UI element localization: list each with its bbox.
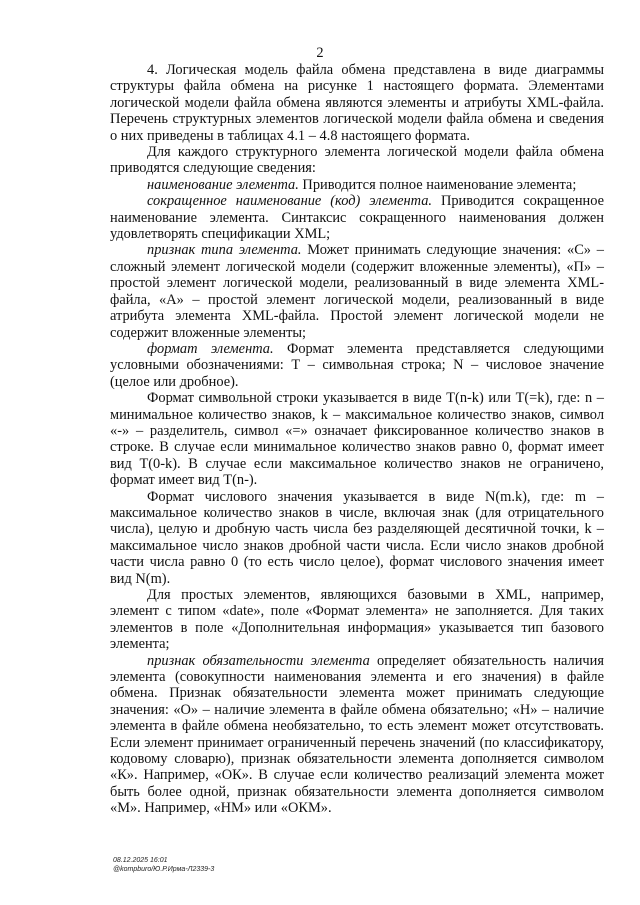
paragraph-term: признак обязательности элемента <box>147 652 370 669</box>
paragraph-7 <box>110 489 604 587</box>
paragraph-4 <box>110 242 604 340</box>
paragraph-5 <box>110 341 604 390</box>
paragraph-text: Для каждого структурного элемента логической модели файла обмена приводятся следующие сведения: <box>110 144 604 177</box>
document-body <box>110 62 604 817</box>
paragraph-text: Формат числового значения указывается в виде N(m.k), где: m – максимальное количество знаков в числе, включая знак (для отрицательного числа), целую и дробную часть числа без разделяющей десятичной точки, k – максимальное число знаков дробной части числа. Если число знаков дробной части числа равно 0 (то есть число целое), формат числового значения имеет вид N(m). <box>110 488 604 587</box>
paragraph-text: Приводится сокращенное наименование элемента. Синтаксис сокращенного наименования должен удовлетворять спецификации XML; <box>110 193 604 243</box>
paragraph-text: Формат элемента представляется следующими условными обозначениями: Т – символьная строка; N – числовое значение (целое или дробное). <box>110 340 604 390</box>
paragraph-term: признак типа элемента. <box>147 242 302 259</box>
paragraph-text: Приводится полное наименование элемента; <box>298 176 577 193</box>
paragraph-3 <box>110 193 604 242</box>
paragraph-text: определяет обязательность наличия элемента (совокупности наименования элемента и его значения) в файле обмена. Признак обязательности элемента может принимать следующие значения: «О» – наличие элемента в файле обмена обязательно; «Н» – наличие элемента в файле обмена необязательно, то есть элемент может отсутствовать. Если элемент принимает ограниченный перечень значений (по классификатору, кодовому словарю), признак обязательности элемента дополняется символом «К». Например, «ОК». В случае если количество реализаций элемента может быть более одной, признак обязательности элемента дополняется символом «М». Например, «НМ» или «ОКМ». <box>110 652 604 817</box>
paragraph-term: сокращенное наименование (код) элемента. <box>147 193 432 210</box>
paragraph-8 <box>110 587 604 653</box>
footer-stamp <box>113 856 214 874</box>
paragraph-term: формат элемента. <box>147 340 274 357</box>
paragraph-0 <box>110 62 604 144</box>
paragraph-text: 4. Логическая модель файла обмена представлена в виде диаграммы структуры файла обмена на рисунке 1 настоящего формата. Элементами логической модели файла обмена являются элементы и атрибуты XML-файла. Перечень структурных элементов логической модели файла обмена и сведения о них приведены в таблицах 4.1 – 4.8 настоящего формата. <box>110 62 604 144</box>
footer-signature: @kompburo/Ю.Р.Ирма-Л2339-3 <box>113 866 215 873</box>
paragraph-text: Формат символьной строки указывается в виде Т(n-k) или Т(=k), где: n – минимальное количество знаков, k – максимальное количество знаков, символ «-» – разделитель, символ «=» означает фиксированное количество знаков в строке. В случае если минимальное количество знаков равно 0, формат имеет вид Т(0-k). В случае если максимальное количество знаков не ограничено, формат имеет вид Т(n-). <box>110 390 604 489</box>
paragraph-1 <box>110 144 604 177</box>
page-number: 2 <box>316 45 324 61</box>
footer-timestamp: 08.12.2025 16:01 <box>113 857 168 864</box>
paragraph-text: Может принимать следующие значения: «С» – сложный элемент логической модели (содержит вложенные элементы), «П» – простой элемент логической модели, реализованный в виде элемента XML-файла, «А» – простой элемент логической модели, реализованный в виде атрибута элемента XML-файла. Простой элемент логической модели не содержит вложенные элементы; <box>110 242 604 341</box>
paragraph-9 <box>110 653 604 817</box>
paragraph-text: Для простых элементов, являющихся базовыми в XML, например, элемент с типом «date», поле «Формат элемента» не заполняется. Для таких элементов в поле «Дополнительная информация» указывается тип базового элемента; <box>110 587 604 653</box>
paragraph-6 <box>110 390 604 488</box>
paragraph-2 <box>110 177 604 193</box>
paragraph-term: наименование элемента. <box>147 176 299 193</box>
